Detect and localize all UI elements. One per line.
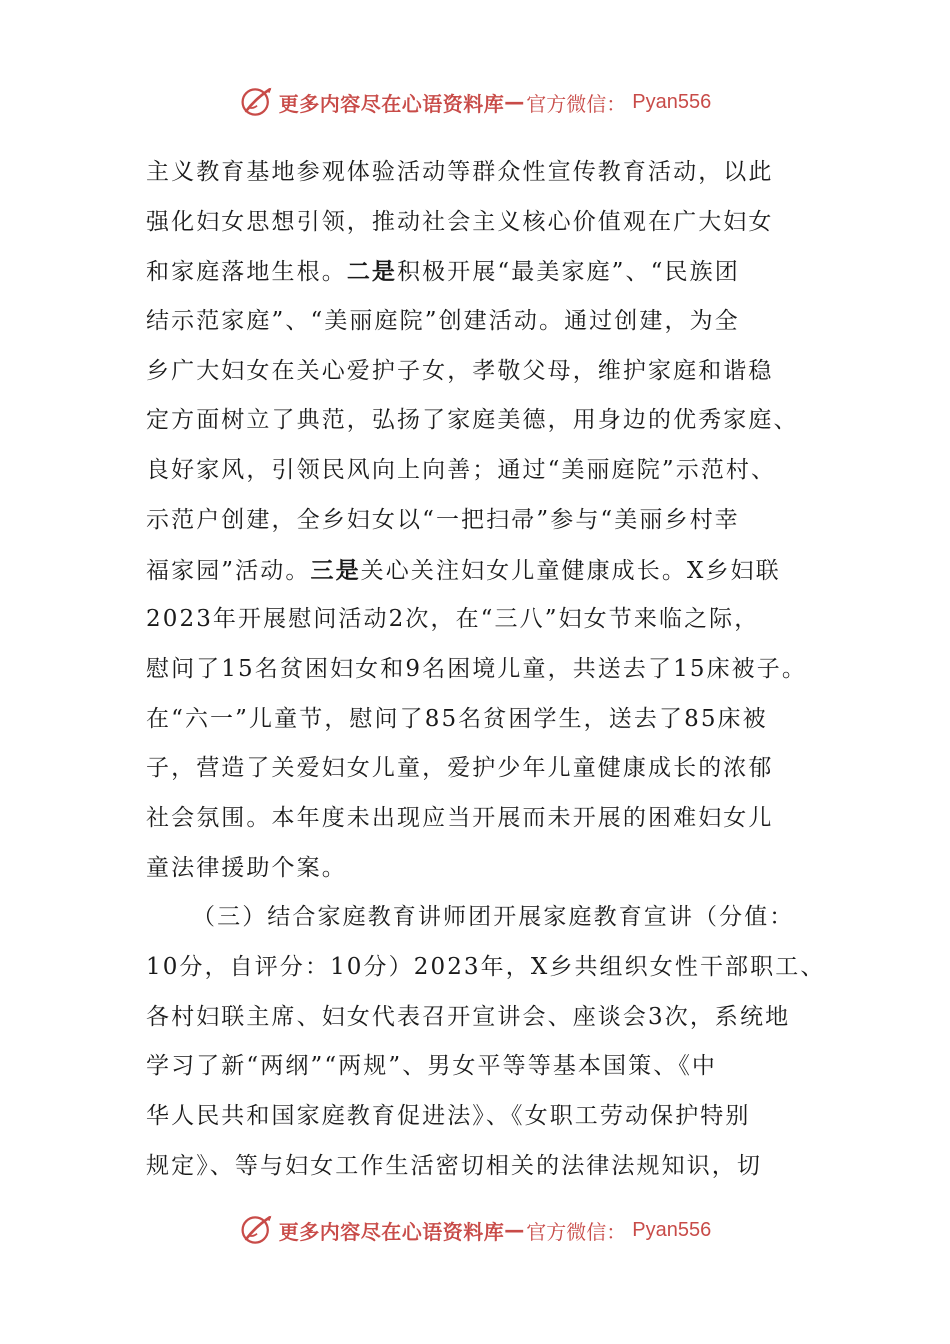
- text-segment: 社会氛围。本年度未出现应当开展而未开展的困难妇女儿: [146, 804, 774, 831]
- text-segment: 积极开展“最美家庭”、“民族团: [397, 259, 740, 286]
- pen-logo-icon: [239, 84, 275, 120]
- text-segment: 华人民共和国家庭教育促进法》、《女职工劳动保护特别: [146, 1103, 751, 1130]
- banner-separator: —: [504, 1218, 525, 1242]
- text-line: [146, 943, 826, 993]
- text-segment: 和家庭落地生根。: [146, 259, 347, 286]
- text-segment: 各村妇联主席、妇女代表召开宣讲会、座谈会3次，系统地: [146, 1003, 791, 1030]
- text-segment: 童法律援助个案。: [146, 854, 347, 881]
- text-segment: 2023年开展慰问活动2次，在“三八”妇女节来临之际，: [146, 606, 760, 633]
- text-line: [146, 1142, 826, 1192]
- text-line: [146, 446, 826, 496]
- header-banner: [0, 82, 950, 122]
- text-line: [146, 148, 826, 198]
- banner-wechat-id: Pyan556: [632, 90, 712, 113]
- text-segment: 规定》、等与妇女工作生活密切相关的法律法规知识，切: [146, 1152, 762, 1179]
- bold-text-segment: 三是: [310, 556, 361, 584]
- text-line: [146, 844, 826, 894]
- bold-text-segment: 二是: [346, 258, 398, 286]
- text-line: [146, 794, 826, 844]
- text-segment: 子，营造了关爱妇女儿童，爱护少年儿童健康成长的浓郁: [146, 755, 774, 782]
- text-segment: 关心关注妇女儿童健康成长。X乡妇联: [360, 557, 781, 584]
- text-segment: 在“六一”儿童节，慰问了85名贫困学生，送去了85床被: [146, 705, 768, 732]
- text-segment: 10分，自评分：10分）2023年，X乡共组织女性干部职工、: [146, 954, 826, 980]
- banner-wechat-label: 官方微信：: [526, 91, 627, 116]
- text-line: [146, 1092, 826, 1142]
- text-segment: 定方面树立了典范，弘扬了家庭美德，用身边的优秀家庭、: [146, 407, 799, 434]
- text-line: [146, 645, 826, 695]
- banner-text: 更多内容尽在心语资料库: [278, 1219, 505, 1244]
- footer-banner: [0, 1210, 950, 1250]
- text-line: [146, 198, 826, 248]
- text-line: [146, 347, 826, 397]
- text-line: [146, 993, 826, 1043]
- text-segment: 结示范家庭”、“美丽庭院”创建活动。通过创建，为全: [146, 308, 740, 335]
- text-segment: 主义教育基地参观体验活动等群众性宣传教育活动，以此: [146, 159, 774, 185]
- text-segment: 示范户创建，全乡妇女以“一把扫帚”参与“美丽乡村幸: [146, 506, 740, 533]
- text-segment: 慰问了15名贫困妇女和9名困境儿童，共送去了15床被子。: [146, 655, 807, 682]
- text-line: [146, 247, 826, 297]
- text-line: [146, 297, 826, 347]
- banner-separator: —: [504, 90, 525, 114]
- banner-wechat-id: Pyan556: [632, 1218, 712, 1241]
- text-segment: 强化妇女思想引领，推动社会主义核心价值观在广大妇女: [146, 208, 774, 235]
- text-line: [146, 546, 826, 596]
- banner-text: 更多内容尽在心语资料库: [278, 91, 505, 116]
- text-line: [146, 1042, 826, 1092]
- text-line: [146, 496, 826, 546]
- text-segment: 乡广大妇女在关心爱护子女，孝敬父母，维护家庭和谐稳: [146, 357, 774, 384]
- text-line: [146, 396, 826, 446]
- text-line: [146, 744, 826, 794]
- text-line: [146, 695, 826, 745]
- document-body: [146, 148, 826, 1191]
- banner-wechat-label: 官方微信：: [526, 1219, 627, 1244]
- text-line: [146, 595, 826, 645]
- text-segment: 学习了新“两纲”“两规”、男女平等等基本国策、《中: [146, 1053, 718, 1080]
- text-segment: （三）结合家庭教育讲师团开展家庭教育宣讲（分值：: [192, 904, 795, 931]
- text-segment: 福家园”活动。: [146, 557, 311, 584]
- text-segment: 良好家风，引领民风向上向善；通过“美丽庭院”示范村、: [146, 457, 777, 484]
- pen-logo-icon: [239, 1212, 275, 1248]
- text-line: [146, 893, 826, 943]
